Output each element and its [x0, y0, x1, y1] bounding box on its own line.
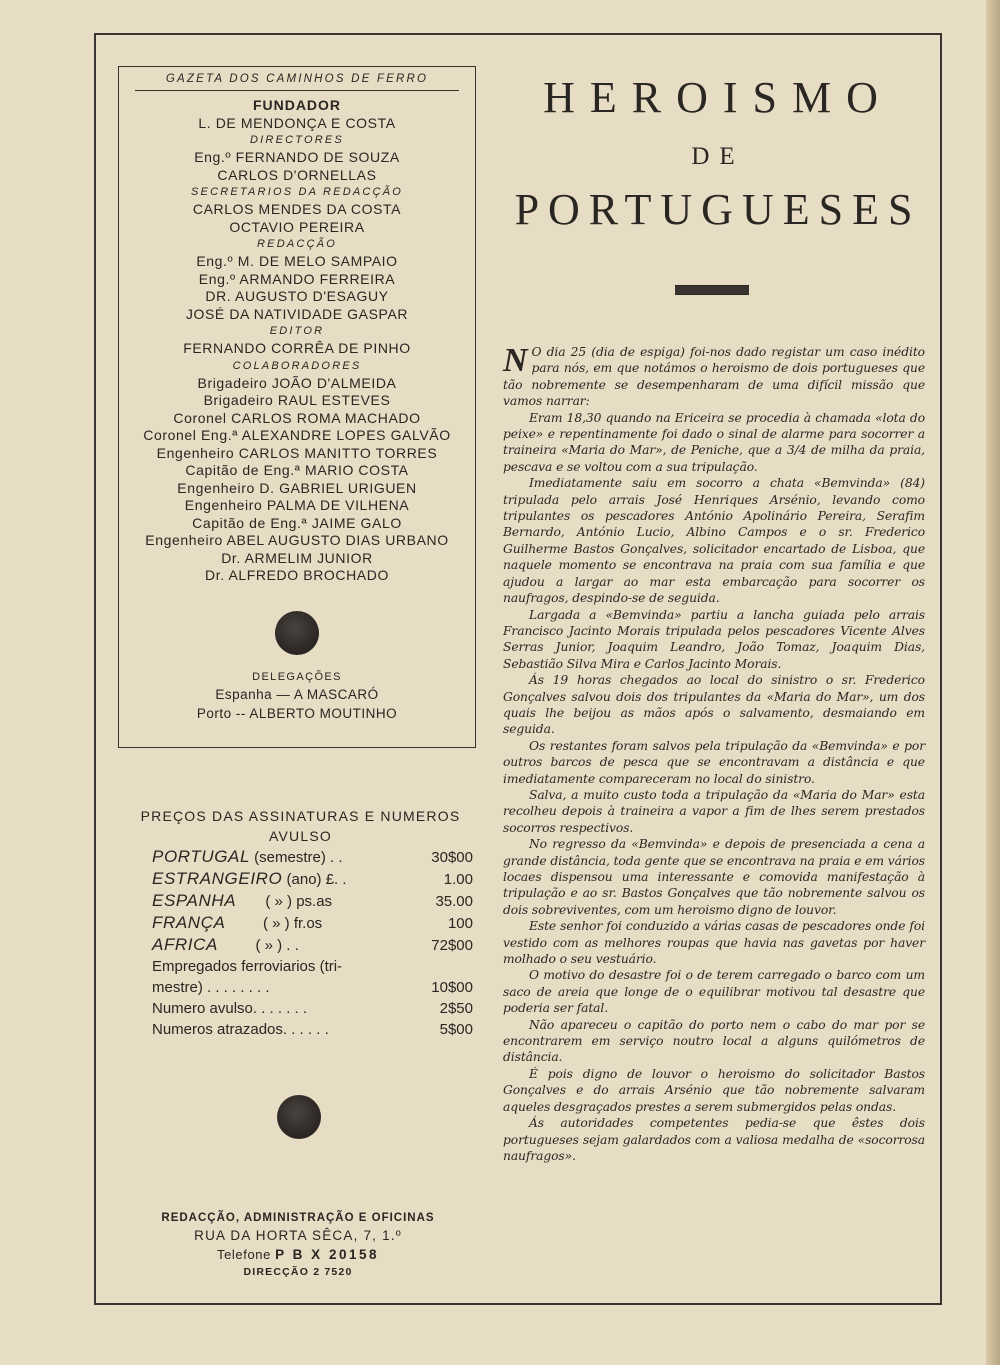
article-paragraph: Os restantes foram salvos pela tripulação da «Bemvinda» e por outros barcos de pesca que se encontravam a distância e que imediatamente compareceram no local do sinistro. — [503, 738, 925, 786]
staff-name: Engenheiro PALMA DE VILHENA — [184, 497, 410, 513]
price-value: 30$00 — [431, 849, 473, 866]
staff-name: L. DE MENDONÇA E COSTA — [198, 114, 396, 131]
phone-number: P B X 20158 — [275, 1247, 379, 1262]
price-label — [152, 934, 395, 956]
title-line1: HEROISMO — [543, 73, 893, 122]
price-label — [152, 1019, 395, 1040]
delegation-porto: Porto -- ALBERTO MOUTINHO — [196, 705, 398, 721]
staff-heading: SECRETARIOS DA REDACÇÃO — [191, 186, 403, 198]
price-label-main: FRANÇA — [152, 913, 226, 932]
title-line3: PORTUGUESES — [514, 185, 922, 234]
paragraph-text: O dia 25 (dia de espiga) foi-nos dado registar um caso inédito para nós, em que notámos o heroismo de dois portugueses que tão nobremente se desempenharam de uma difícil missão que vamos narrar: — [503, 345, 925, 409]
staff-name: Capitão de Eng.ª JAIME GALO — [192, 514, 402, 531]
price-row — [128, 977, 473, 998]
address-line4: DIRECÇÃO 2 7520 — [243, 1266, 353, 1278]
staff-name: Brigadeiro RAUL ESTEVES — [203, 392, 391, 408]
price-row — [128, 846, 473, 868]
address-block — [128, 1209, 468, 1280]
price-label-main: PORTUGAL — [152, 847, 251, 866]
title-line2: DE — [691, 143, 745, 170]
title-rule — [675, 285, 749, 295]
article-paragraph: Eram 18,30 quando na Ericeira se procedia à chamada «lota do peixe» e repentinamente foi dado o sinal de alarme para socorrer a traineira «Maria do Mar», de Peniche, que a 3/4 de milha da praia, pescava e se voltou com a sua tripulação. — [503, 410, 925, 474]
price-label-main: ESTRANGEIRO — [152, 869, 283, 888]
article-paragraph: Largada a «Bemvinda» partiu a lancha guiada pelo arrais Francisco Jacinto Morais tripulada pelos pescadores Vicente Alves Serras Junior, Joaquim Leandro, João Tomaz, Joaquim Dias, Sebastião Silva Mira e Carlos Jacinto Morais. — [503, 607, 925, 671]
price-row — [128, 934, 473, 956]
address-line2: RUA DA HORTA SÊCA, 7, 1.º — [194, 1228, 402, 1243]
price-label — [152, 977, 395, 998]
staff-heading: EDITOR — [269, 325, 325, 337]
price-label-main: mestre) . . . . . . . . — [152, 979, 270, 996]
masthead-box — [118, 66, 476, 748]
staff-name: Dr. ARMELIM JUNIOR — [221, 549, 373, 566]
staff-name: Eng.º ARMANDO FERREIRA — [198, 270, 396, 287]
staff-name: Brigadeiro JOÃO D'ALMEIDA — [197, 374, 397, 391]
delegation-spain: Espanha — A MASCARÓ — [215, 686, 379, 702]
staff-name: Engenheiro D. GABRIEL URIGUEN — [177, 479, 417, 496]
price-value: 5$00 — [439, 1021, 473, 1038]
price-value: 35.00 — [435, 893, 473, 910]
staff-heading: FUNDADOR — [252, 97, 342, 113]
price-label-suffix: ( » ) fr.os — [225, 915, 323, 932]
article-paragraph: É pois digno de louvor o heroismo do solicitador Bastos Gonçalves e do arrais Arsénio que tão nobremente salvaram aqueles desgraçados prestes a serem submergidos pelas ondas. — [503, 1066, 925, 1114]
staff-heading: COLABORADORES — [232, 359, 362, 372]
staff-heading: DIRECTORES — [250, 134, 344, 146]
prices-title-line1: PREÇOS DAS ASSINATURAS E NUMEROS — [140, 808, 461, 824]
staff-name: CARLOS MENDES DA COSTA — [192, 201, 402, 217]
price-label-suffix: (ano) £. . — [282, 871, 347, 888]
price-label-suffix: ( » ) ps.as — [236, 893, 333, 910]
page-edge — [986, 0, 1000, 1365]
price-label-main: Empregados ferroviarios (tri- — [152, 958, 343, 975]
price-label — [152, 912, 395, 934]
price-label — [152, 868, 395, 890]
price-row — [128, 1019, 473, 1040]
article-body — [503, 344, 925, 1164]
article-paragraph: O motivo do desastre foi o de terem carregado o barco com um saco de areia que longe de o equilibrar motivou tal desastre que poderia ser fatal. — [503, 968, 925, 1016]
staff-name: OCTAVIO PEREIRA — [229, 218, 365, 235]
phone-label: Telefone — [217, 1247, 271, 1262]
staff-name: CARLOS D'ORNELLAS — [217, 166, 377, 183]
price-label — [152, 846, 395, 868]
staff-name: JOSÉ DA NATIVIDADE GASPAR — [185, 305, 409, 322]
price-row — [128, 890, 473, 912]
price-value: 2$50 — [439, 1000, 473, 1017]
staff-name: Eng.º FERNANDO DE SOUZA — [194, 149, 400, 165]
price-label-suffix: ( » ) . . — [217, 937, 299, 954]
staff-list — [119, 97, 475, 585]
subscription-prices — [128, 806, 473, 1040]
article-paragraph: Ás autoridades competentes pedia-se que êstes dois portugueses sejam galardados com a valiosa medalha de «socorrosa naufragos». — [503, 1116, 925, 1163]
staff-name: Eng.º M. DE MELO SAMPAIO — [196, 253, 398, 269]
article-paragraph: Ás 19 horas chegados ao local do sinistro o sr. Frederico Gonçalves salvou dois dos tripulantes da «Maria do Mar», um dos quais lhe beijou as mãos após o salvamento, desmaiando em seguida. — [503, 673, 925, 737]
drop-cap: N — [503, 342, 528, 379]
staff-name: Coronel Eng.ª ALEXANDRE LOPES GALVÃO — [143, 427, 451, 443]
price-label-main: Numeros atrazados. . . . . . — [152, 1021, 329, 1038]
price-label — [152, 956, 395, 977]
staff-name: FERNANDO CORRÊA DE PINHO — [183, 340, 411, 356]
staff-name: Coronel CARLOS ROMA MACHADO — [173, 409, 421, 426]
article-title — [498, 70, 938, 236]
price-label-main: Numero avulso. . . . . . . — [152, 1000, 308, 1017]
price-row — [128, 912, 473, 934]
journal-name: GAZETA DOS CAMINHOS DE FERRO — [135, 73, 459, 91]
staff-name: DR. AUGUSTO D'ESAGUY — [205, 288, 389, 304]
price-value: 100 — [447, 915, 473, 932]
price-label-suffix: (semestre) . . — [250, 849, 343, 866]
article-paragraph: No regresso da «Bemvinda» e depois de presenciada a cena a grande distância, toda gente que se encontrava na praia e em vários locaes dispensou uma interessante e comovida manifestação à tripulação e ao sr. Bastos Gonçalves que tão nobremente salvou os dois sobreviventes, com um heroismo digno de louvor. — [503, 837, 925, 917]
staff-name: Engenheiro ABEL AUGUSTO DIAS URBANO — [145, 532, 449, 548]
article-paragraph: Imediatamente saiu em socorro a chata «Bemvinda» (84) tripulada pelo arrais José Henriques Arsénio, levando como tripulantes os pescadores António Apolinário Pereira, Serafim Bernardo, António Lucio, Albino Campos e o sr. Frederico Guilherme Bastos Gonçalves, solicitador encartado de Lisboa, que naquele momento se encontrava na praia com sua família e que ajudou a largar ao mar esta embarcação para socorrer os naufragos, despindo-se de seguida. — [503, 476, 925, 606]
seal-emblem-lower — [277, 1095, 321, 1139]
article-paragraph: Salva, a muito custo toda a tripulação da «Maria do Mar» esta recolheu depois à traineira a vapor a fim de lhes serem prestados socorros respectivos. — [503, 787, 925, 835]
phone-line — [128, 1245, 468, 1264]
price-value: 72$00 — [431, 937, 473, 954]
price-label-main: ESPANHA — [152, 891, 237, 910]
price-row — [128, 868, 473, 890]
article-paragraph — [503, 344, 925, 410]
prices-title-line2: AVULSO — [269, 828, 332, 844]
staff-name: Capitão de Eng.ª MARIO COSTA — [185, 462, 409, 478]
price-label — [152, 998, 395, 1019]
delegations-heading: DELEGAÇÕES — [252, 670, 342, 683]
price-label — [152, 890, 395, 912]
seal-emblem — [275, 611, 319, 655]
article-paragraph: Este senhor foi conduzido a várias casas de pescadores onde foi vestido com as melhores roupas que havia nas gavetas por haver molhado o seu vestuário. — [503, 919, 925, 967]
price-value: 1.00 — [443, 871, 473, 888]
price-rows — [128, 846, 473, 1040]
staff-heading: REDACÇÃO — [257, 238, 337, 250]
address-line1: REDACÇÃO, ADMINISTRAÇÃO E OFICINAS — [161, 1212, 435, 1224]
price-row — [128, 956, 473, 977]
staff-name: Engenheiro CARLOS MANITTO TORRES — [156, 444, 438, 461]
article-paragraph: Não apareceu o capitão do porto nem o cabo do mar por se encontrarem em serviço noutro local a alguns quilómetros de distância. — [503, 1017, 925, 1065]
price-value: 10$00 — [431, 979, 473, 996]
staff-name: Dr. ALFREDO BROCHADO — [205, 567, 389, 583]
price-label-main: AFRICA — [152, 935, 218, 954]
price-row — [128, 998, 473, 1019]
